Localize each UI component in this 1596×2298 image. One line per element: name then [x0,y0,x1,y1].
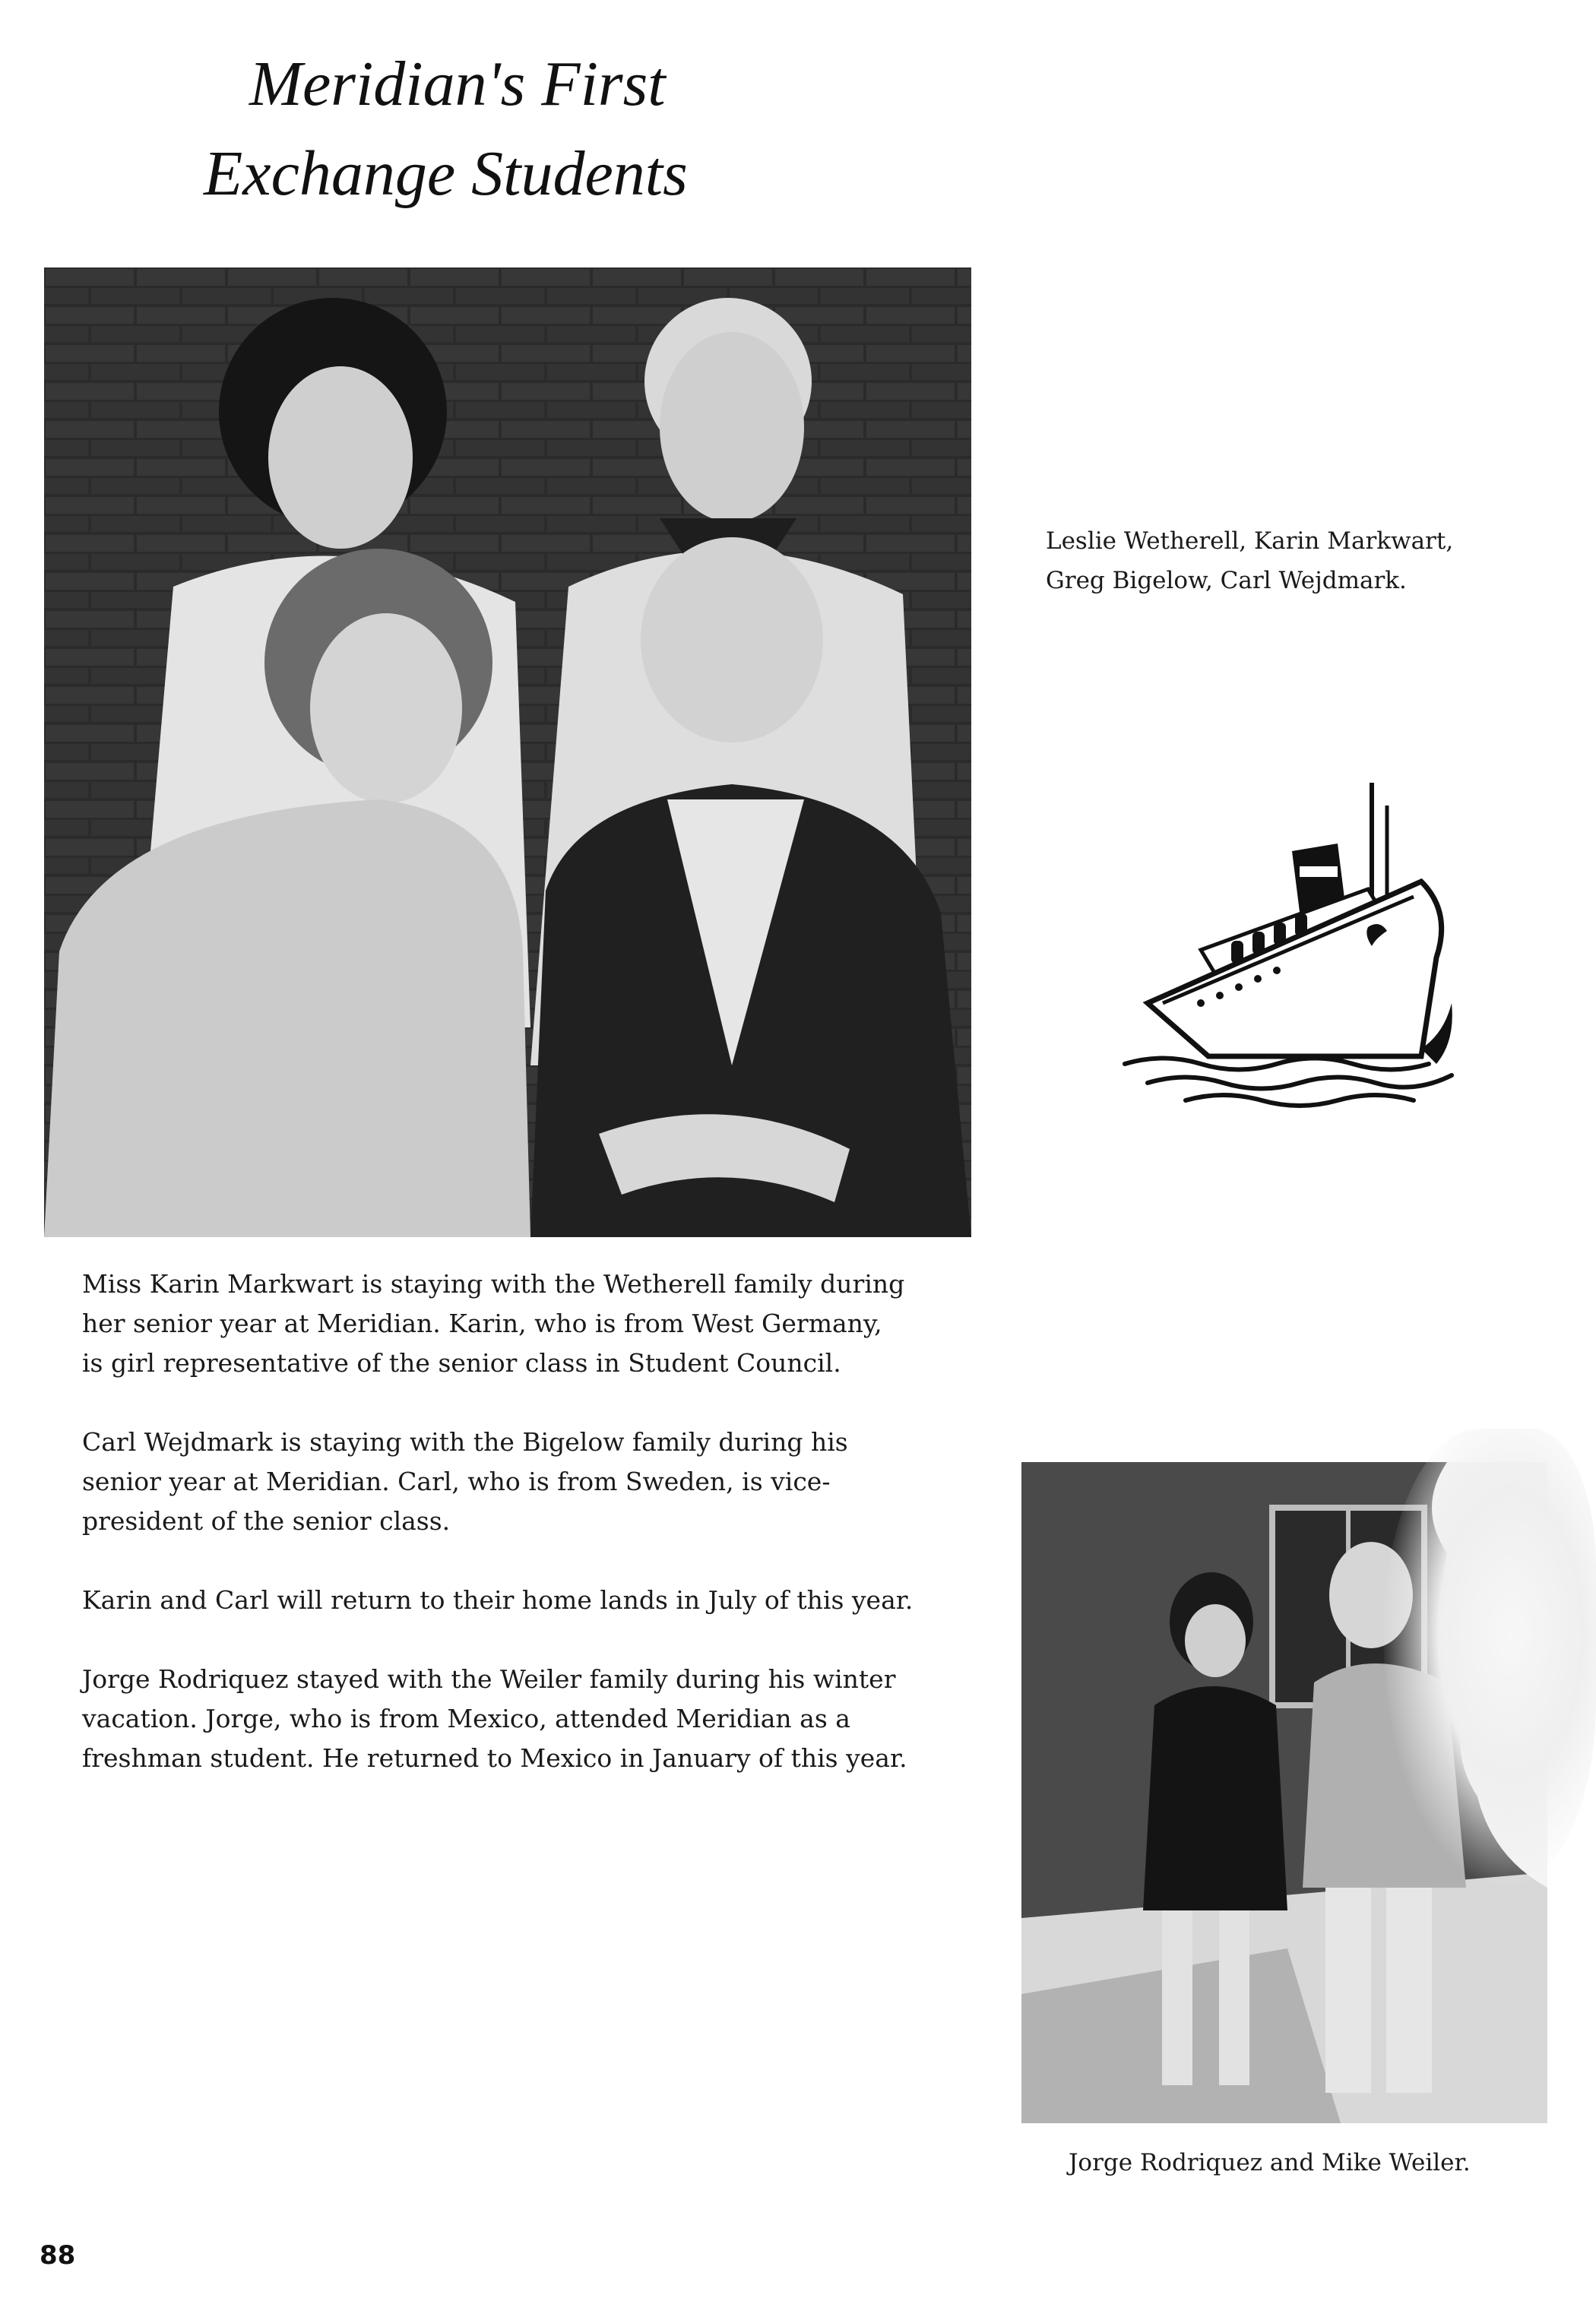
title-line-1: Meridian's First [249,49,666,119]
group-photo [44,267,971,1237]
paragraph-jorge [82,1660,986,1778]
text-line: Karin and Carl will return to their home lands in July of this year. [82,1585,914,1615]
text-line: freshman student. He returned to Mexico in January of this year. [82,1743,907,1773]
page-number: 88 [40,2240,76,2271]
text-line: her senior year at Meridian. Karin, who is from West Germany, [82,1309,882,1338]
caption-line-1: Leslie Wetherell, Karin Markwart, [1046,527,1454,555]
caption-line-2: Greg Bigelow, Carl Wejdmark. [1046,567,1407,594]
text-line: Jorge Rodriquez stayed with the Weiler family during his winter [82,1664,896,1694]
ocean-liner-icon [1117,775,1467,1109]
group-photo-caption [1046,521,1532,600]
text-line: senior year at Meridian. Carl, who is from Sweden, is vice- [82,1467,831,1496]
page-title [204,40,888,219]
paragraph-return [82,1581,986,1620]
paragraph-carl [82,1423,986,1541]
text-line: Carl Wejdmark is staying with the Bigelow family during his [82,1427,848,1457]
text-line: president of the senior class. [82,1506,451,1536]
paragraph-karin [82,1265,986,1383]
title-line-2: Exchange Students [204,138,688,209]
text-line: vacation. Jorge, who is from Mexico, attended Meridian as a [82,1704,850,1733]
text-line: Miss Karin Markwart is staying with the Wetherell family during [82,1269,905,1299]
article-body [82,1265,986,1818]
second-photo-caption: Jorge Rodriquez and Mike Weiler. [1069,2149,1471,2176]
text-line: is girl representative of the senior class in Student Council. [82,1348,841,1378]
